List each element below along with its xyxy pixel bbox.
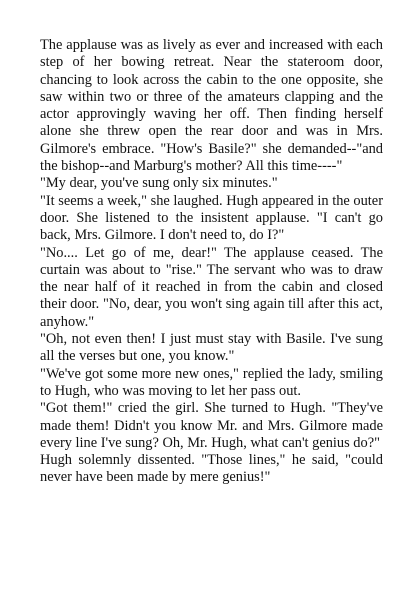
paragraph-1: The applause was as lively as ever and increased with each step of her bowing retreat. Near the stateroom door, chancing to look across the cabin to the one opposite, she saw within two or three of the amateurs clapping and the actor approvingly waving her off. Then finding herself alone she threw open the rear door and was in Mrs. Gilmore's embrace. "How's Basile?" she demanded--"and the bishop--and Marburg's mother? All this time----" [40,37,383,175]
paragraph-6: "We've got some more new ones," replied the lady, smiling to Hugh, who was moving to let her pass out. [40,365,383,399]
paragraph-3: "It seems a week," she laughed. Hugh appeared in the outer door. She listened to the insistent applause. "I can't go back, Mrs. Gilmore. I don't need to, do I?" [40,192,383,244]
paragraph-5: "Oh, not even then! I just must stay with Basile. I've sung all the verses but one, you know." [40,331,383,365]
paragraph-2: "My dear, you've sung only six minutes." [40,175,278,192]
document-page [40,37,383,487]
paragraph-4: "No.... Let go of me, dear!" The applause ceased. The curtain was about to "rise." The servant who was to draw the near half of it reached in from the cabin and closed their door. "No, dear, you won't sing again till after this act, anyhow." [40,244,383,330]
paragraph-8: Hugh solemnly dissented. "Those lines," he said, "could never have been made by mere genius!" [40,452,383,486]
paragraph-7: "Got them!" cried the girl. She turned to Hugh. "They've made them! Didn't you know Mr. and Mrs. Gilmore made every line I've sung? Oh, Mr. Hugh, what can't genius do?" [40,400,383,451]
